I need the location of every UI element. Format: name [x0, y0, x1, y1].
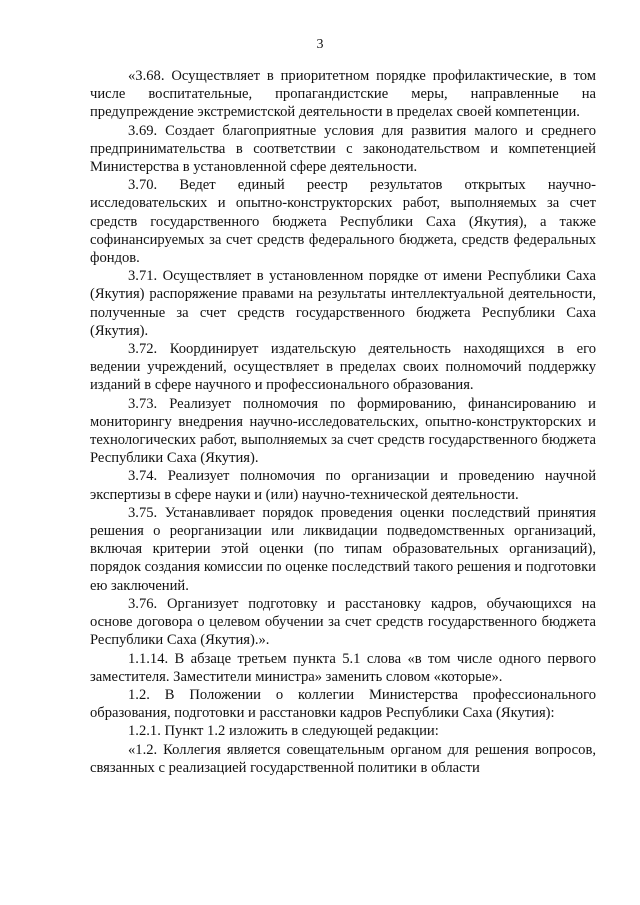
paragraph-3-68: «3.68. Осуществляет в приоритетном порядке профилактические, в том числе воспитательные, пропагандистские меры, направленные на предупреждение экстремистской деятельности в пределах своей компетенции. [90, 68, 596, 121]
paragraph-1-2-1: 1.2.1. Пункт 1.2 изложить в следующей редакции: [128, 723, 439, 740]
paragraph-1-2-quote: «1.2. Коллегия является совещательным органом для решения вопросов, связанных с реализацией государственной политики в области [90, 741, 596, 776]
document-body [90, 67, 596, 777]
paragraph-3-71: 3.71. Осуществляет в установленном порядке от имени Республики Саха (Якутия) распоряжение правами на результаты интеллектуальной деятельности, полученные за счет средств государственного бюджета Республики Саха (Якутия). [90, 268, 596, 339]
paragraph-3-72: 3.72. Координирует издательскую деятельность находящихся в его ведении учреждений, осуществляет в пределах своих полномочий поддержку изданий в сфере научного и профессионального образования. [90, 341, 596, 394]
paragraph-3-76: 3.76. Организует подготовку и расстановку кадров, обучающихся на основе договора о целевом обучении за счет средств государственного бюджета Республики Саха (Якутия).». [90, 595, 596, 649]
paragraph-3-69: 3.69. Создает благоприятные условия для развития малого и среднего предпринимательства в соответствии с законодательством и компетенцией Министерства в установленной сфере деятельности. [90, 122, 596, 176]
page-number: 3 [316, 37, 324, 52]
paragraph-3-74: 3.74. Реализует полномочия по организации и проведению научной экспертизы в сфере науки и (или) научно-технической деятельности. [90, 468, 596, 503]
paragraph-3-75: 3.75. Устанавливает порядок проведения оценки последствий принятия решения о реорганизации или ликвидации подведомственных организаций, включая критерии этой оценки (по типам образовательных организаций), порядок создания комиссии по оценке последствий такого решения и подготовки ею заключений. [90, 504, 596, 594]
paragraph-3-73: 3.73. Реализует полномочия по формированию, финансированию и мониторингу внедрения научно-исследовательских, опытно-конструкторских и технологических работ, выполняемых за счет средств государственного бюджета Республики Саха (Якутия). [90, 395, 596, 467]
paragraph-1-2: 1.2. В Положении о коллегии Министерства профессионального образования, подготовки и расстановки кадров Республики Саха (Якутия): [90, 686, 596, 722]
paragraph-1-1-14: 1.1.14. В абзаце третьем пункта 5.1 слова «в том числе одного первого заместителя. Заместители министра» заменить словом «которые». [90, 650, 596, 685]
paragraph-3-70: 3.70. Ведет единый реестр результатов открытых научно-исследовательских и опытно-конструкторских работ, выполняемых за счет средств государственного бюджета Республики Саха (Якутия), а также софинансируемых за счет средств федерального бюджета, средств федеральных фондов. [90, 177, 596, 267]
